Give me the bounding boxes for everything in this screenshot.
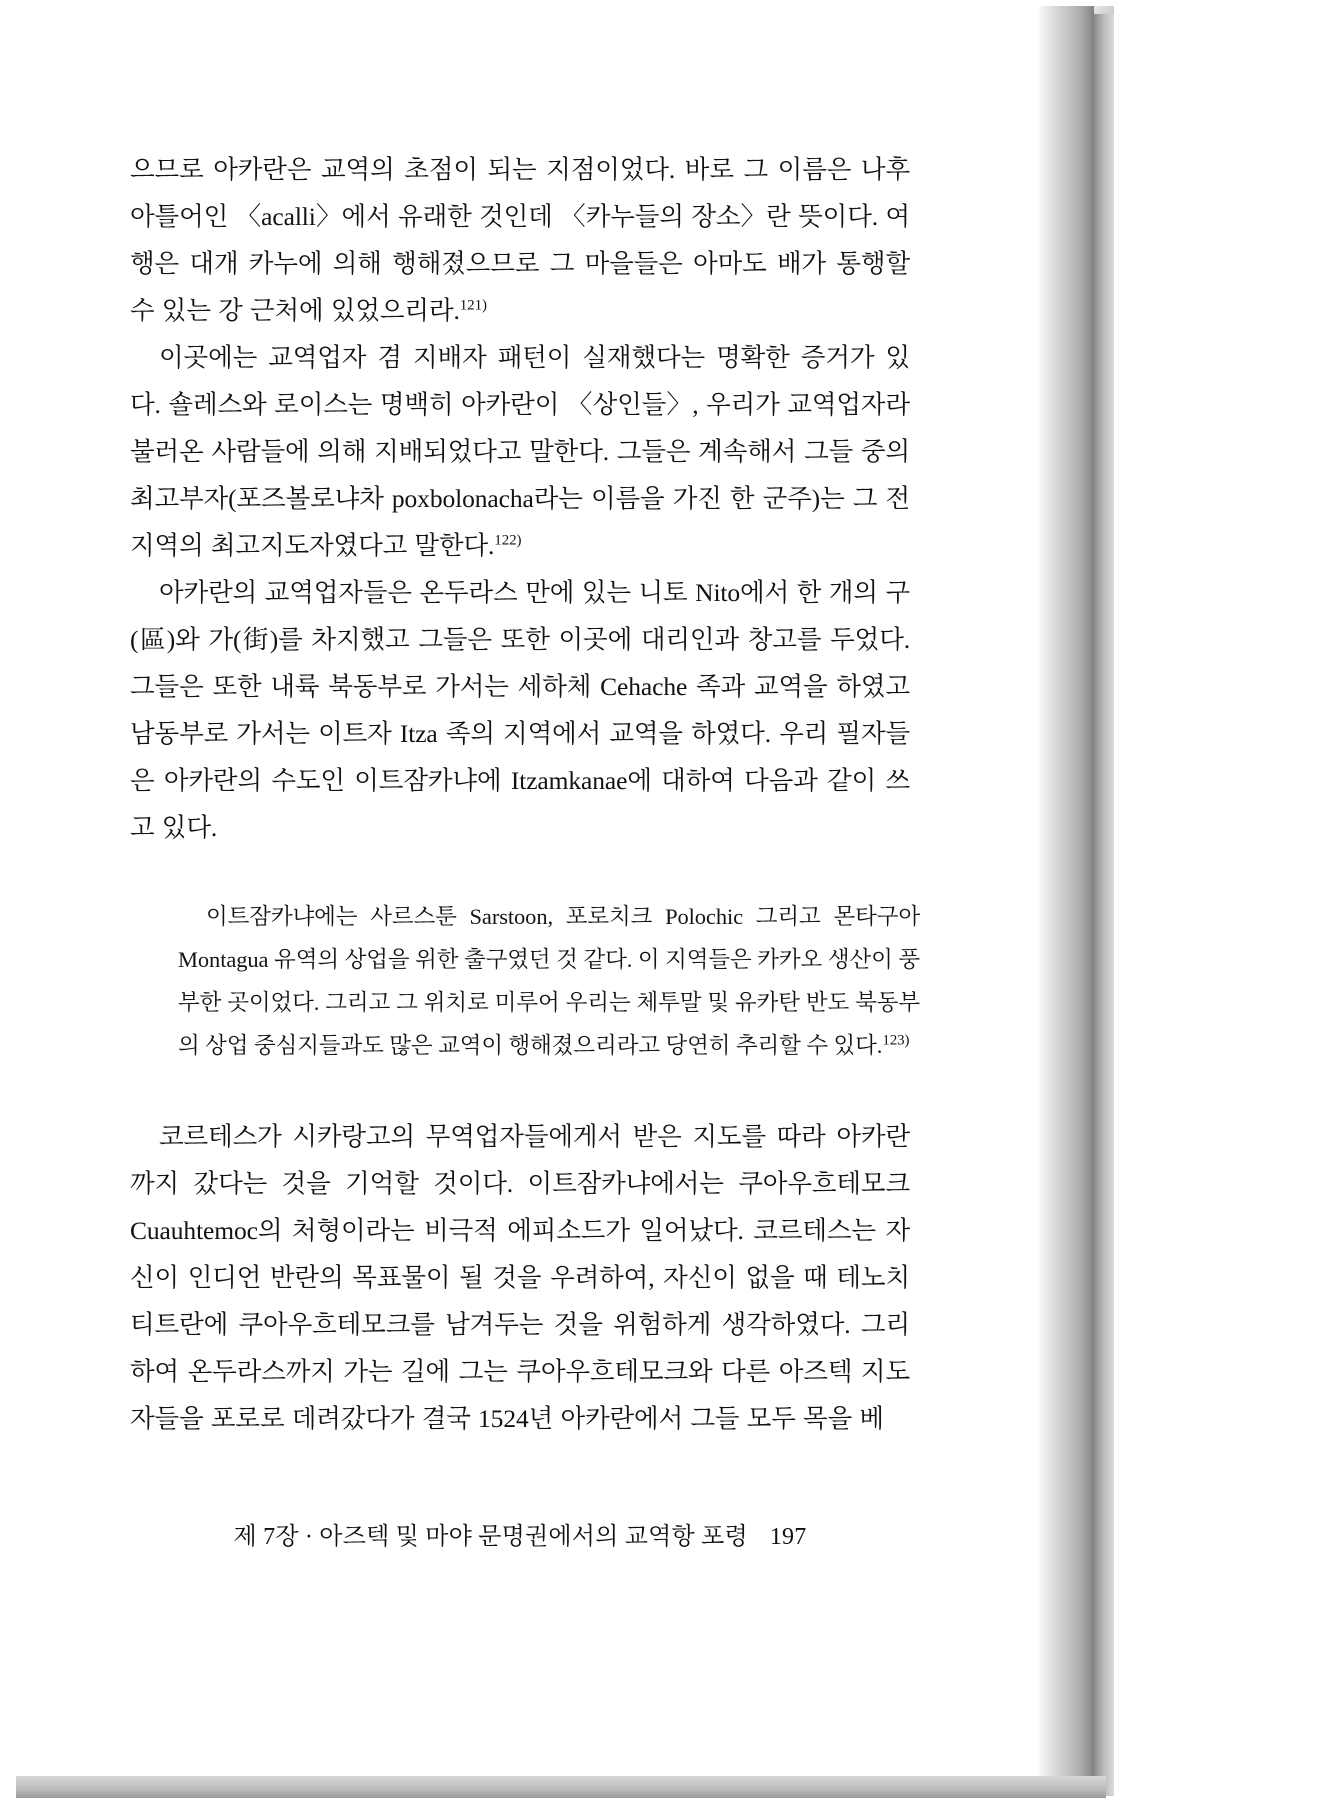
- footnote-marker-122: 122): [494, 532, 522, 549]
- book-edge-shadow: [1094, 14, 1114, 1796]
- paragraph-1-text: 으므로 아카란은 교역의 초점이 되는 지점이었다. 바로 그 이름은 나후아틀어인 〈acalli〉에서 유래한 것인데 〈카누들의 장소〉란 뜻이다. 여행은 대개 카누에 의해 행해졌으므로 그 마을들은 아마도 배가 통행할 수 있는 강 근처에 있었으리라.: [130, 155, 910, 325]
- page-footer: [130, 1516, 910, 1551]
- paragraph-3-text: 아카란의 교역업자들은 온두라스 만에 있는 니토 Nito에서 한 개의 구(區)와 가(街)를 차지했고 그들은 또한 이곳에 대리인과 창고를 두었다. 그들은 또한 내륙 북동부로 가서는 세하체 Cehache 족과 교역을 하였고 남동부로 가서는 이트자 Itza 족의 지역에서 교역을 하였다. 우리 필자들은 아카란의 수도인 이트잠카냐에 Itzamkanae에 대하여 다음과 같이 쓰고 있다.: [130, 578, 910, 842]
- paragraph-2-text: 이곳에는 교역업자 겸 지배자 패턴이 실재했다는 명확한 증거가 있다. 숄레스와 로이스는 명백히 아카란이 〈상인들〉, 우리가 교역업자라 불러온 사람들에 의해 지배되었다고 말한다. 그들은 계속해서 그들 중의 최고부자(포즈볼로냐차 poxbolonacha라는 이름을 가진 한 군주)는 그 전 지역의 최고지도자였다고 말한다.: [130, 343, 910, 560]
- text-column: [130, 146, 920, 1442]
- book-bottom-edge: [16, 1776, 1106, 1798]
- paragraph-spacer: [130, 1067, 910, 1113]
- page-sheet: [8, 6, 1038, 1800]
- footer-chapter-title: 제 7장 · 아즈텍 및 마야 문명권에서의 교역항 포령: [233, 1524, 748, 1550]
- block-quote: [178, 895, 920, 1067]
- book-page-edge: [1038, 6, 1094, 1796]
- paragraph-3: [130, 569, 910, 851]
- paragraph-1: [130, 146, 910, 334]
- block-quote-text: 이트잠카냐에는 사르스툰 Sarstoon, 포로치크 Polochic 그리고 몬타구아 Montagua 유역의 상업을 위한 출구였던 것 같다. 이 지역들은 카카오 생산이 풍부한 곳이었다. 그리고 그 위치로 미루어 우리는 체투말 및 유카탄 반도 북동부의 상업 중심지들과도 많은 교역이 행해졌으리라고 당연히 추리할 수 있다.: [178, 904, 920, 1058]
- paragraph-4: [130, 1113, 910, 1442]
- page-number: 197: [769, 1524, 807, 1550]
- outer-background: [1114, 0, 1326, 1806]
- paragraph-4-text: 코르테스가 시카랑고의 무역업자들에게서 받은 지도를 따라 아카란까지 갔다는 것을 기억할 것이다. 이트잠카냐에서는 쿠아우흐테모크 Cuauhtemoc의 처형이라는 비극적 에피소드가 일어났다. 코르테스는 자신이 인디언 반란의 목표물이 될 것을 우려하여, 자신이 없을 때 테노치티트란에 쿠아우흐테모크를 남겨두는 것을 위험하게 생각하였다. 그리하여 온두라스까지 가는 길에 그는 쿠아우흐테모크와 다른 아즈텍 지도자들을 포로로 데려갔다가 결국 1524년 아카란에서 그들 모두 목을 베: [130, 1122, 910, 1433]
- paragraph-2: [130, 334, 910, 569]
- footnote-marker-123: 123): [882, 1032, 910, 1049]
- block-quote-paragraph: [178, 895, 920, 1067]
- footnote-marker-121: 121): [459, 297, 487, 314]
